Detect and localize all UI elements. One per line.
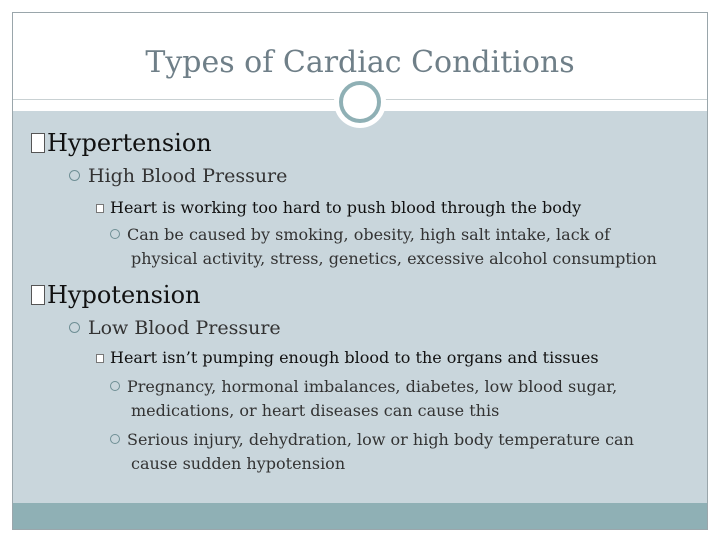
missing-glyph-box-icon bbox=[31, 133, 45, 153]
cause-text-line2: medications, or heart diseases can cause this bbox=[131, 401, 500, 420]
cause-text-line2: physical activity, stress, genetics, excessive alcohol consumption bbox=[131, 249, 657, 268]
sub-bullet-text: High Blood Pressure bbox=[88, 165, 288, 187]
ring-bullet-icon bbox=[110, 229, 120, 239]
cause-bullet bbox=[110, 428, 700, 476]
detail-bullet bbox=[96, 348, 599, 367]
section-heading-hypotension bbox=[31, 281, 201, 309]
cause-bullet bbox=[110, 375, 700, 423]
section-heading-hypertension bbox=[31, 129, 212, 157]
detail-bullet bbox=[96, 198, 581, 217]
cause-text-line1: Serious injury, dehydration, low or high body temperature can bbox=[127, 430, 634, 449]
detail-bullet-text: Heart isn’t pumping enough blood to the organs and tissues bbox=[110, 348, 599, 367]
detail-bullet-text: Heart is working too hard to push blood through the body bbox=[110, 198, 582, 217]
ring-bullet-icon bbox=[69, 322, 80, 333]
cause-text-line1: Pregnancy, hormonal imbalances, diabetes, low blood sugar, bbox=[127, 377, 618, 396]
sub-bullet-text: Low Blood Pressure bbox=[88, 317, 281, 339]
sub-bullet bbox=[69, 317, 281, 339]
square-bullet-icon bbox=[96, 354, 104, 363]
ring-bullet-icon bbox=[69, 170, 80, 181]
slide bbox=[12, 12, 708, 530]
ring-bullet-icon bbox=[110, 434, 120, 444]
cause-bullet bbox=[110, 223, 700, 271]
sub-bullet bbox=[69, 165, 287, 187]
footer-bar bbox=[13, 503, 707, 529]
ring-bullet-icon bbox=[110, 381, 120, 391]
circle-ornament-icon bbox=[339, 81, 381, 123]
cause-text-line2: cause sudden hypotension bbox=[131, 454, 346, 473]
section-heading-text: Hypotension bbox=[47, 281, 201, 309]
slide-title: Types of Cardiac Conditions bbox=[145, 45, 575, 80]
square-bullet-icon bbox=[96, 204, 104, 213]
missing-glyph-box-icon bbox=[31, 285, 45, 305]
section-heading-text: Hypertension bbox=[47, 129, 212, 157]
cause-text-line1: Can be caused by smoking, obesity, high salt intake, lack of bbox=[127, 225, 610, 244]
